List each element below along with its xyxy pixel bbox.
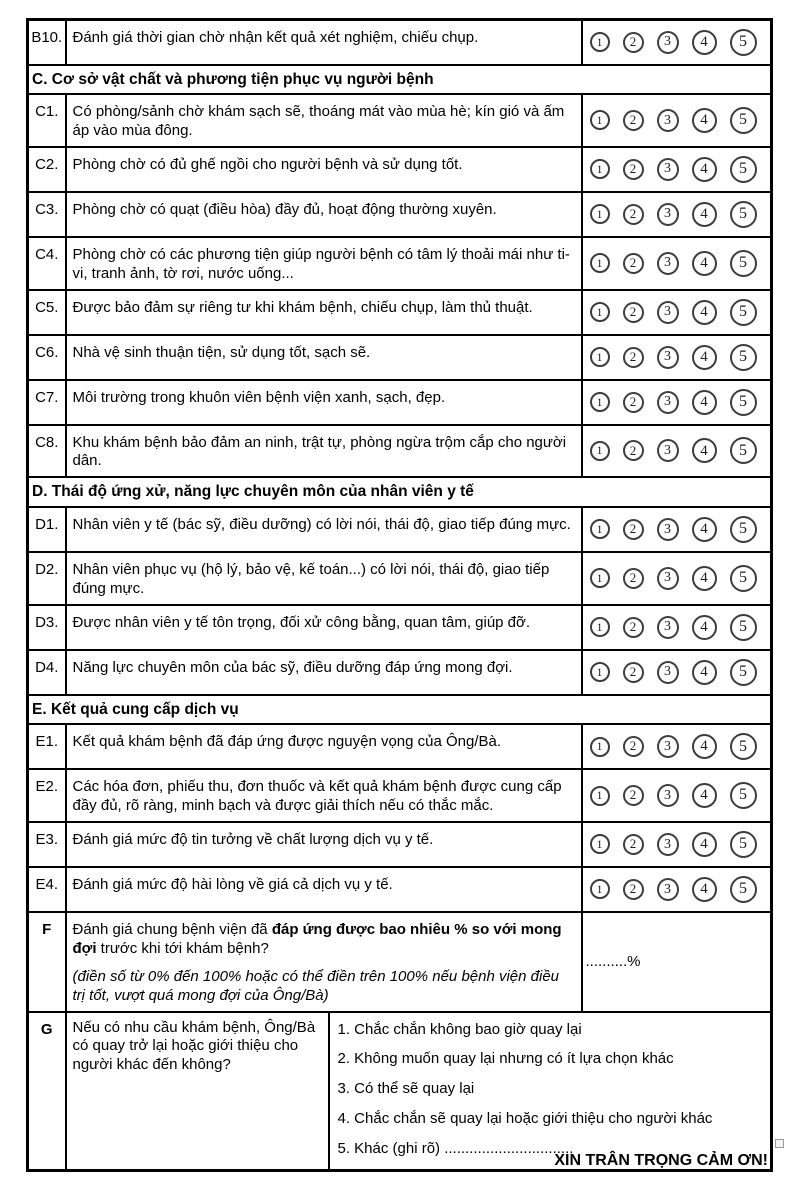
question-code: C4. — [28, 237, 66, 290]
rating-circle-4[interactable]: 4 — [692, 877, 717, 902]
rating-circles — [590, 299, 769, 326]
rating-circle-1[interactable]: 1 — [590, 662, 610, 682]
question-row — [28, 867, 772, 912]
rating-circle-1[interactable]: 1 — [590, 159, 610, 179]
rating-circle-1[interactable]: 1 — [590, 879, 610, 899]
rating-circle-3[interactable]: 3 — [657, 567, 679, 590]
section-header: E. Kết quả cung cấp dịch vụ — [28, 695, 772, 725]
rating-scale — [582, 192, 772, 237]
rating-circle-2[interactable]: 2 — [623, 617, 644, 638]
rating-circle-2[interactable]: 2 — [623, 302, 644, 323]
rating-circle-5[interactable]: 5 — [730, 876, 757, 903]
choice-split — [67, 1013, 771, 1169]
rating-circle-3[interactable]: 3 — [657, 252, 679, 275]
rating-circle-2[interactable]: 2 — [623, 834, 644, 855]
rating-circle-2[interactable]: 2 — [623, 110, 644, 131]
rating-circle-5[interactable]: 5 — [730, 565, 757, 592]
rating-circle-2[interactable]: 2 — [623, 879, 644, 900]
question-text: Đánh giá thời gian chờ nhận kết quả xét nghiệm, chiếu chụp. — [66, 20, 582, 65]
section-row — [28, 65, 772, 95]
rating-circle-3[interactable]: 3 — [657, 391, 679, 414]
rating-circle-4[interactable]: 4 — [692, 157, 717, 182]
rating-circle-5[interactable]: 5 — [730, 201, 757, 228]
rating-scale — [582, 724, 772, 769]
rating-scale — [582, 335, 772, 380]
rating-circles — [590, 831, 769, 858]
question-row — [28, 552, 772, 605]
rating-circle-1[interactable]: 1 — [590, 737, 610, 757]
rating-circle-3[interactable]: 3 — [657, 109, 679, 132]
question-row — [28, 425, 772, 478]
rating-scale — [582, 94, 772, 147]
question-code: D2. — [28, 552, 66, 605]
choice-row — [28, 1012, 772, 1171]
rating-scale — [582, 605, 772, 650]
question-note: (điền số từ 0% đến 100% hoặc có thể điền trên 100% nếu bệnh viện điều trị tốt, vượt quá mong đợi của Ông/Bà) — [72, 967, 560, 1004]
rating-circle-5[interactable]: 5 — [730, 156, 757, 183]
checkbox-icon[interactable] — [775, 1139, 784, 1148]
question-text: Có phòng/sảnh chờ khám sạch sẽ, thoáng mát vào mùa hè; kín gió và ấm áp vào mùa đông. — [66, 94, 582, 147]
rating-circle-5[interactable]: 5 — [730, 614, 757, 641]
rating-circle-4[interactable]: 4 — [692, 300, 717, 325]
question-row — [28, 290, 772, 335]
rating-circle-2[interactable]: 2 — [623, 347, 644, 368]
question-code: E2. — [28, 769, 66, 822]
rating-circle-2[interactable]: 2 — [623, 440, 644, 461]
rating-circle-1[interactable]: 1 — [590, 834, 610, 854]
question-text: Được bảo đảm sự riêng tư khi khám bệnh, chiếu chụp, làm thủ thuật. — [66, 290, 582, 335]
choice-option[interactable]: 2. Không muốn quay lại nhưng có ít lựa chọn khác — [337, 1050, 674, 1068]
question-row — [28, 605, 772, 650]
rating-circle-2[interactable]: 2 — [623, 736, 644, 757]
rating-circle-1[interactable]: 1 — [590, 519, 610, 539]
rating-circle-3[interactable]: 3 — [657, 878, 679, 901]
rating-circles — [590, 659, 769, 686]
question-code: D3. — [28, 605, 66, 650]
rating-circle-4[interactable]: 4 — [692, 202, 717, 227]
question-text: Nếu có nhu cầu khám bệnh, Ông/Bà có quay trở lại hoặc giới thiệu cho người khác đến không? — [67, 1013, 330, 1169]
rating-circle-5[interactable]: 5 — [730, 344, 757, 371]
question-rich-text — [73, 921, 576, 959]
rating-circle-3[interactable]: 3 — [657, 203, 679, 226]
rating-circle-4[interactable]: 4 — [692, 517, 717, 542]
rating-scale — [582, 507, 772, 552]
rating-circle-3[interactable]: 3 — [657, 735, 679, 758]
question-row — [28, 94, 772, 147]
rating-circle-5[interactable]: 5 — [730, 29, 757, 56]
rating-scale — [582, 147, 772, 192]
rating-circle-3[interactable]: 3 — [657, 661, 679, 684]
question-code: C8. — [28, 425, 66, 478]
rating-circle-3[interactable]: 3 — [657, 31, 679, 54]
rating-circle-1[interactable]: 1 — [590, 568, 610, 588]
rating-circle-1[interactable]: 1 — [590, 32, 610, 52]
rating-scale — [582, 867, 772, 912]
rating-circle-3[interactable]: 3 — [657, 158, 679, 181]
question-text: Đánh giá mức độ tin tưởng về chất lượng dịch vụ y tế. — [66, 822, 582, 867]
rating-circles — [590, 565, 769, 592]
rating-circles — [590, 250, 769, 277]
rating-circle-2[interactable]: 2 — [623, 519, 644, 540]
rating-circle-4[interactable]: 4 — [692, 566, 717, 591]
question-row — [28, 20, 772, 65]
rating-circle-3[interactable]: 3 — [657, 439, 679, 462]
rating-circle-1[interactable]: 1 — [590, 786, 610, 806]
question-code: E3. — [28, 822, 66, 867]
rating-circle-2[interactable]: 2 — [623, 253, 644, 274]
choice-cell — [66, 1012, 772, 1171]
rating-circles — [590, 614, 769, 641]
question-row — [28, 650, 772, 695]
form-table-body — [28, 20, 772, 1171]
rating-circle-3[interactable]: 3 — [657, 784, 679, 807]
question-row — [28, 147, 772, 192]
question-row — [28, 769, 772, 822]
rating-circle-2[interactable]: 2 — [623, 32, 644, 53]
choice-option[interactable]: 4. Chắc chắn sẽ quay lại hoặc giới thiệu cho người khác — [337, 1110, 713, 1128]
survey-table — [26, 18, 773, 1172]
question-text-segment: Đánh giá chung bệnh viện đã — [72, 920, 272, 938]
rating-circle-5[interactable]: 5 — [730, 250, 757, 277]
choice-option[interactable]: 5. Khác (ghi rõ) ............................... — [337, 1140, 574, 1158]
rating-circle-2[interactable]: 2 — [623, 392, 644, 413]
question-text-segment: đáp ứng được bao nhiêu % so với mong đợi — [72, 920, 562, 957]
rating-circle-4[interactable]: 4 — [692, 660, 717, 685]
question-code: C1. — [28, 94, 66, 147]
question-code: C5. — [28, 290, 66, 335]
rating-circle-4[interactable]: 4 — [692, 30, 717, 55]
rating-scale — [582, 425, 772, 478]
question-code: E4. — [28, 867, 66, 912]
rating-circle-5[interactable]: 5 — [730, 782, 757, 809]
question-text: Các hóa đơn, phiếu thu, đơn thuốc và kết quả khám bệnh được cung cấp đầy đủ, rõ ràng, minh bạch và được giải thích nếu có thắc mắc. — [66, 769, 582, 822]
rating-circles — [590, 516, 769, 543]
question-text: Phòng chờ có quạt (điều hòa) đầy đủ, hoạt động thường xuyên. — [66, 192, 582, 237]
rating-circle-5[interactable]: 5 — [730, 389, 757, 416]
section-row — [28, 477, 772, 507]
question-code: F — [28, 912, 66, 1012]
question-text: Năng lực chuyên môn của bác sỹ, điều dưỡng đáp ứng mong đợi. — [66, 650, 582, 695]
rating-circle-4[interactable]: 4 — [692, 108, 717, 133]
rating-circles — [590, 344, 769, 371]
rating-circle-5[interactable]: 5 — [730, 831, 757, 858]
rating-scale — [582, 650, 772, 695]
rating-circle-4[interactable]: 4 — [692, 251, 717, 276]
question-text-segment: trước khi tới khám bệnh? — [96, 939, 269, 957]
question-code: E1. — [28, 724, 66, 769]
rating-circle-1[interactable]: 1 — [590, 441, 610, 461]
rating-circle-5[interactable]: 5 — [730, 437, 757, 464]
rating-circle-3[interactable]: 3 — [657, 346, 679, 369]
rating-circles — [590, 733, 769, 760]
rating-circle-5[interactable]: 5 — [730, 733, 757, 760]
rating-scale — [582, 290, 772, 335]
question-text: Môi trường trong khuôn viên bệnh viện xanh, sạch, đẹp. — [66, 380, 582, 425]
question-row — [28, 822, 772, 867]
rating-scale — [582, 552, 772, 605]
rating-circle-4[interactable]: 4 — [692, 783, 717, 808]
question-text: Phòng chờ có các phương tiện giúp người bệnh có tâm lý thoải mái như ti-vi, tranh ảnh, tờ rơi, nước uống... — [66, 237, 582, 290]
rating-scale — [582, 380, 772, 425]
percent-row — [28, 912, 772, 1012]
rating-circles — [590, 389, 769, 416]
rating-scale — [582, 822, 772, 867]
rating-circle-5[interactable]: 5 — [730, 516, 757, 543]
rating-circles — [590, 29, 769, 56]
rating-circle-1[interactable]: 1 — [590, 617, 610, 637]
rating-scale — [582, 20, 772, 65]
question-row — [28, 237, 772, 290]
question-text: Khu khám bệnh bảo đảm an ninh, trật tự, phòng ngừa trộm cắp cho người dân. — [66, 425, 582, 478]
rating-circle-1[interactable]: 1 — [590, 347, 610, 367]
rating-circle-2[interactable]: 2 — [623, 568, 644, 589]
rating-circles — [590, 876, 769, 903]
question-row — [28, 335, 772, 380]
rating-circle-1[interactable]: 1 — [590, 110, 610, 130]
question-text: Nhân viên phục vụ (hộ lý, bảo vệ, kế toán...) có lời nói, thái độ, giao tiếp đúng mực. — [66, 552, 582, 605]
rating-scale — [582, 769, 772, 822]
rating-circle-1[interactable]: 1 — [590, 204, 610, 224]
question-code: C6. — [28, 335, 66, 380]
rating-circle-2[interactable]: 2 — [623, 662, 644, 683]
question-text: Được nhân viên y tế tôn trọng, đối xử công bằng, quan tâm, giúp đỡ. — [66, 605, 582, 650]
question-text: Kết quả khám bệnh đã đáp ứng được nguyện vọng của Ông/Bà. — [66, 724, 582, 769]
question-text — [66, 912, 582, 1012]
question-text: Nhà vệ sinh thuận tiện, sử dụng tốt, sạch sẽ. — [66, 335, 582, 380]
rating-circle-4[interactable]: 4 — [692, 390, 717, 415]
rating-circle-4[interactable]: 4 — [692, 832, 717, 857]
choice-option[interactable]: 3. Có thể sẽ quay lại — [337, 1080, 475, 1098]
question-code: D4. — [28, 650, 66, 695]
question-row — [28, 380, 772, 425]
rating-circles — [590, 201, 769, 228]
question-code: C7. — [28, 380, 66, 425]
section-header: D. Thái độ ứng xử, năng lực chuyên môn của nhân viên y tế — [28, 477, 772, 507]
rating-circle-3[interactable]: 3 — [657, 301, 679, 324]
question-code: C3. — [28, 192, 66, 237]
question-row — [28, 507, 772, 552]
question-row — [28, 724, 772, 769]
section-row — [28, 695, 772, 725]
rating-circles — [590, 107, 769, 134]
rating-circle-1[interactable]: 1 — [590, 392, 610, 412]
rating-scale — [582, 237, 772, 290]
rating-circle-5[interactable]: 5 — [730, 107, 757, 134]
question-code: G — [28, 1012, 66, 1171]
thank-you-text: XIN TRÂN TRỌNG CẢM ƠN! — [554, 1152, 768, 1169]
section-header: C. Cơ sở vật chất và phương tiện phục vụ người bệnh — [28, 65, 772, 95]
question-code: C2. — [28, 147, 66, 192]
question-text: Đánh giá mức độ hài lòng về giá cả dịch vụ y tế. — [66, 867, 582, 912]
rating-circles — [590, 156, 769, 183]
rating-circle-2[interactable]: 2 — [623, 785, 644, 806]
rating-circle-4[interactable]: 4 — [692, 438, 717, 463]
rating-circle-5[interactable]: 5 — [730, 659, 757, 686]
rating-circle-4[interactable]: 4 — [692, 345, 717, 370]
question-row — [28, 192, 772, 237]
rating-circle-3[interactable]: 3 — [657, 833, 679, 856]
rating-circle-2[interactable]: 2 — [623, 159, 644, 180]
rating-circle-3[interactable]: 3 — [657, 518, 679, 541]
percent-answer-field[interactable]: ..........% — [582, 912, 772, 1012]
rating-circles — [590, 437, 769, 464]
rating-circle-1[interactable]: 1 — [590, 253, 610, 273]
rating-circle-3[interactable]: 3 — [657, 616, 679, 639]
question-text: Phòng chờ có đủ ghế ngồi cho người bệnh và sử dụng tốt. — [66, 147, 582, 192]
rating-circle-4[interactable]: 4 — [692, 734, 717, 759]
question-code: B10. — [28, 20, 66, 65]
question-text: Nhân viên y tế (bác sỹ, điều dưỡng) có lời nói, thái độ, giao tiếp đúng mực. — [66, 507, 582, 552]
choice-options — [330, 1013, 771, 1169]
rating-circle-4[interactable]: 4 — [692, 615, 717, 640]
rating-circle-2[interactable]: 2 — [623, 204, 644, 225]
rating-circles — [590, 782, 769, 809]
choice-option[interactable]: 1. Chắc chắn không bao giờ quay lại — [337, 1020, 582, 1038]
rating-circle-1[interactable]: 1 — [590, 302, 610, 322]
question-code: D1. — [28, 507, 66, 552]
rating-circle-5[interactable]: 5 — [730, 299, 757, 326]
